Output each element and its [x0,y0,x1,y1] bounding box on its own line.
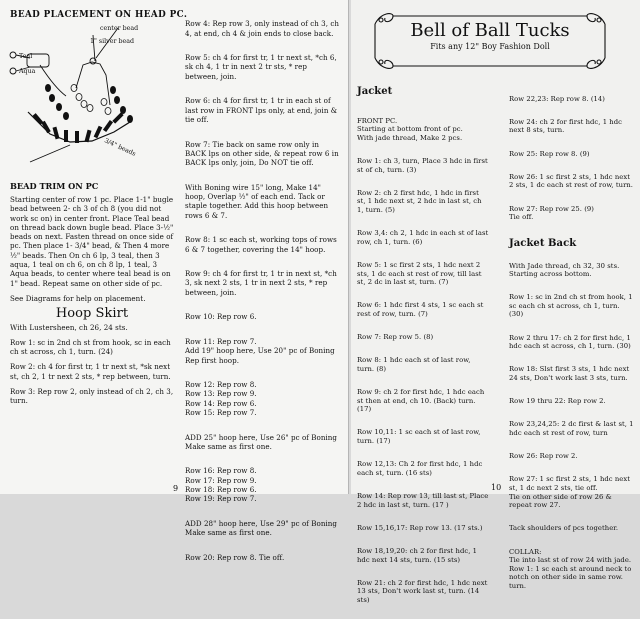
pattern-step: Row 23,24,25: 2 dc first & last st, 1 hdc each st rest of row, turn [509,420,634,437]
right-page [351,0,640,604]
pattern-subtitle: Fits any 12" Boy Fashion Doll [430,42,550,51]
pattern-step: Row 4: Rep row 3, only instead of ch 3, ch 4, at end, ch 4 & join ends to close back. [185,19,339,38]
pattern-step: Row 8: 1 sc each st, working tops of rows 6 & 7 together, covering the 14" hoop. [185,235,337,254]
silver-bead-label: 1" silver bead [90,38,135,45]
pattern-step: Row 1: ch 3, turn, Place 3 hdc in first st of ch, turn. (3) [357,156,488,174]
pattern-step: ADD 28" hoop here, Use 29" pc of Boning Make same as first one. [185,518,337,538]
jacket-back-column [509,86,635,605]
jacket-back-heading: Jacket Back [509,238,577,250]
pattern-step: Row 7: Tie back on same row only in BACK lps on other side, & repeat row 6 in BACK lps only, join, Do NOT tie off. [185,139,339,168]
pattern-step: Row 10: Rep row 6. [185,312,257,322]
pattern-step: Row 19 thru 22: Rep row 2. [509,397,606,406]
pattern-step: Row 14: Rep row 13, till last st, Place 2 hdc in last st, turn. (17 ) [357,491,489,509]
pattern-step: Row 5: 1 sc first 2 sts, 1 hdc next 2 sts, 1 dc each st rest of row, till last st, 2 dc in last st, turn. (7) [357,260,482,287]
pattern-step: Row 12: Rep row 8. Row 13: Rep row 9. Row 14: Rep row 6. Row 15: Rep row 7. [185,380,257,417]
pattern-step: Row 25: Rep row 8. (9) [509,149,590,158]
pattern-step: Row 26: Rep row 2. [509,452,578,461]
page-number: 9 [173,484,179,493]
pattern-step: Row 9: ch 4 for first tr, 1 tr in next st, *ch 3, sk next 2 sts, 1 tr in next 2 sts, * rep between, join. [185,269,337,297]
see-diagrams: See Diagrams for help on placement. [10,293,146,303]
pattern-step: Row 6: 1 hdc first 4 sts, 1 sc each st rest of row, turn. (7) [357,301,484,318]
pattern-step: Row 1: sc in 2nd ch st from hook, 1 sc each ch st across, ch 1, turn. (30) [509,293,633,319]
pattern-step: Row 22,23: Rep row 8. (14) [509,94,605,103]
pattern-step: With Jade thread, ch 32, 30 sts. Starting across bottom. [509,261,620,279]
page-number: 10 [491,483,502,492]
pattern-step: Row 26: 1 sc first 2 sts, 1 hdc next 2 sts, 1 dc each st rest of row, turn. [509,172,634,190]
middle-column [185,10,341,577]
pattern-step: COLLAR: Tie into last st of row 24 with jade. Row 1: 1 sc each st around neck to notch on other side in same row. turn. [509,547,632,590]
pattern-step: Row 16: Rep row 8. Row 17: Rep row 9. Row 18: Rep row 6. Row 19: Rep row 7. [185,466,257,504]
pattern-step: Row 24: ch 2 for first hdc, 1 hdc next 8 sts, turn. [509,117,622,135]
pattern-step: Row 9: ch 2 for first hdc, 1 hdc each st then at end, ch 10. (Back) turn. (17) [357,388,485,414]
center-bead-label: center bead [100,25,139,32]
pattern-step: Row 8: 1 hdc each st of last row, turn. (8) [357,356,471,373]
hoop-row: Row 1: sc in 2nd ch st from hook, sc in each ch st across, ch 1, turn. (24) [10,337,171,357]
pattern-step: Row 18,19,20: ch 2 for first hdc, 1 hdc next 14 sts, turn. (15 sts) [357,546,478,564]
pattern-step: Row 6: ch 4 for first tr, 1 tr in each st of last row in FRONT lps only, at end, join & tie off. [185,96,338,124]
lustersheen-text: With Lustersheen, ch 26, 24 sts. [10,322,128,332]
pattern-step: Row 2: ch 2 first hdc, 1 hdc in first st, 1 hdc next st, 2 hdc in last st, ch 1, turn. (5) [357,188,482,214]
jacket-heading: Jacket [357,86,393,97]
pattern-step: ADD 25" hoop here, Use 26" pc of Boning Make same as first one. [185,432,337,451]
pattern-step: Row 21: ch 2 for first hdc, 1 hdc next 13 sts, Don't work last st, turn. (14 sts) [357,578,488,604]
title-frame [371,10,609,72]
pattern-step: Row 20: Rep row 8. Tie off. [185,552,285,562]
pattern-step: Row 12,13: Ch 2 for first hdc, 1 hdc each st, turn. (16 sts) [357,460,483,477]
pattern-title: Bell of Ball Tucks [410,20,570,41]
pattern-step: Row 2 thru 17: ch 2 for first hdc, 1 hdc each st across, ch 1, turn. (30) [509,333,631,351]
pattern-step: Row 7: Rep row 5. (8) [357,333,434,342]
aqua-label: Aqua [19,68,36,75]
pattern-step: Tack shoulders of pcs together. [509,524,619,533]
aqua-bead-icon [10,68,16,74]
pattern-step: Row 27: Rep row 25. (9) Tie off. [509,204,595,222]
teal-label: Teal [19,53,33,60]
hoop-row: Row 2: ch 4 for first tr, 1 tr next st, *sk next st, ch 2, 1 tr next 2 sts, * rep between, turn. [10,362,171,381]
beads-label: 3/4" beads [103,137,137,158]
bead-trim-text: Starting center of row 1 pc. Place 1-1" bugle bead between 2- ch 3 of ch 8 (you did not work sc on) in center front. Place Teal bead on thread back down bugle bead. Place 3-½" beads on next. Fasten thread on once side of pc. Then place 1- 3/4" bead, & Then 4 more ½" beads. Then On ch 6 lp, 3 teal, then 3 aqua, 1 teal on ch 6, on ch 8 lp, 1 teal, 3 Aqua beads, to center where teal bead is on 1" bead. Repeat same on other side of pc. [10,195,174,288]
pattern-step: FRONT PC. Starting at bottom front of pc. With jade thread, Make 2 pcs. [357,116,463,142]
bead-placement-title: BEAD PLACEMENT ON HEAD PC. [10,10,188,20]
pattern-step: Row 27: 1 sc first 2 sts, 1 hdc next st, 1 dc next 2 sts, tie off. Tie on other side of row 26 & repeat row 27. [509,475,631,510]
left-page [0,0,349,562]
pattern-step: Row 18: Slst first 3 sts, 1 hdc next 24 sts, Don't work last 3 sts, turn. [509,365,630,383]
bead-trim-title: BEAD TRIM ON PC [10,181,99,191]
pattern-step: Row 11: Rep row 7. Add 19" hoop here, Use 20" pc of Boning Rep first hoop. [185,336,335,365]
left-column [10,195,174,412]
pattern-step: With Boning wire 15" long, Make 14" hoop, Overlap ½" of each end. Tack or staple together. Add this hoop between rows 6 & 7. [185,182,329,220]
hoop-skirt-heading: Hoop Skirt [55,306,129,322]
pattern-step: Row 10,11: 1 sc each st of last row, turn. (17) [357,428,481,445]
pattern-step: Row 5: ch 4 for first tr, 1 tr next st, *ch 6, sk ch 4, 1 tr in next 2 tr sts, * rep between, join. [185,53,337,81]
bead-diagram [0,20,170,190]
teal-bead-icon [10,52,16,58]
hoop-row: Row 3: Rep row 2, only instead of ch 2, ch 3, turn. [10,387,174,406]
jacket-front-column [357,108,489,619]
pattern-step: Row 3,4: ch 2, 1 hdc in each st of last row, ch 1, turn. (6) [357,229,489,246]
pattern-step: Row 15,16,17: Rep row 13. (17 sts.) [357,523,483,532]
